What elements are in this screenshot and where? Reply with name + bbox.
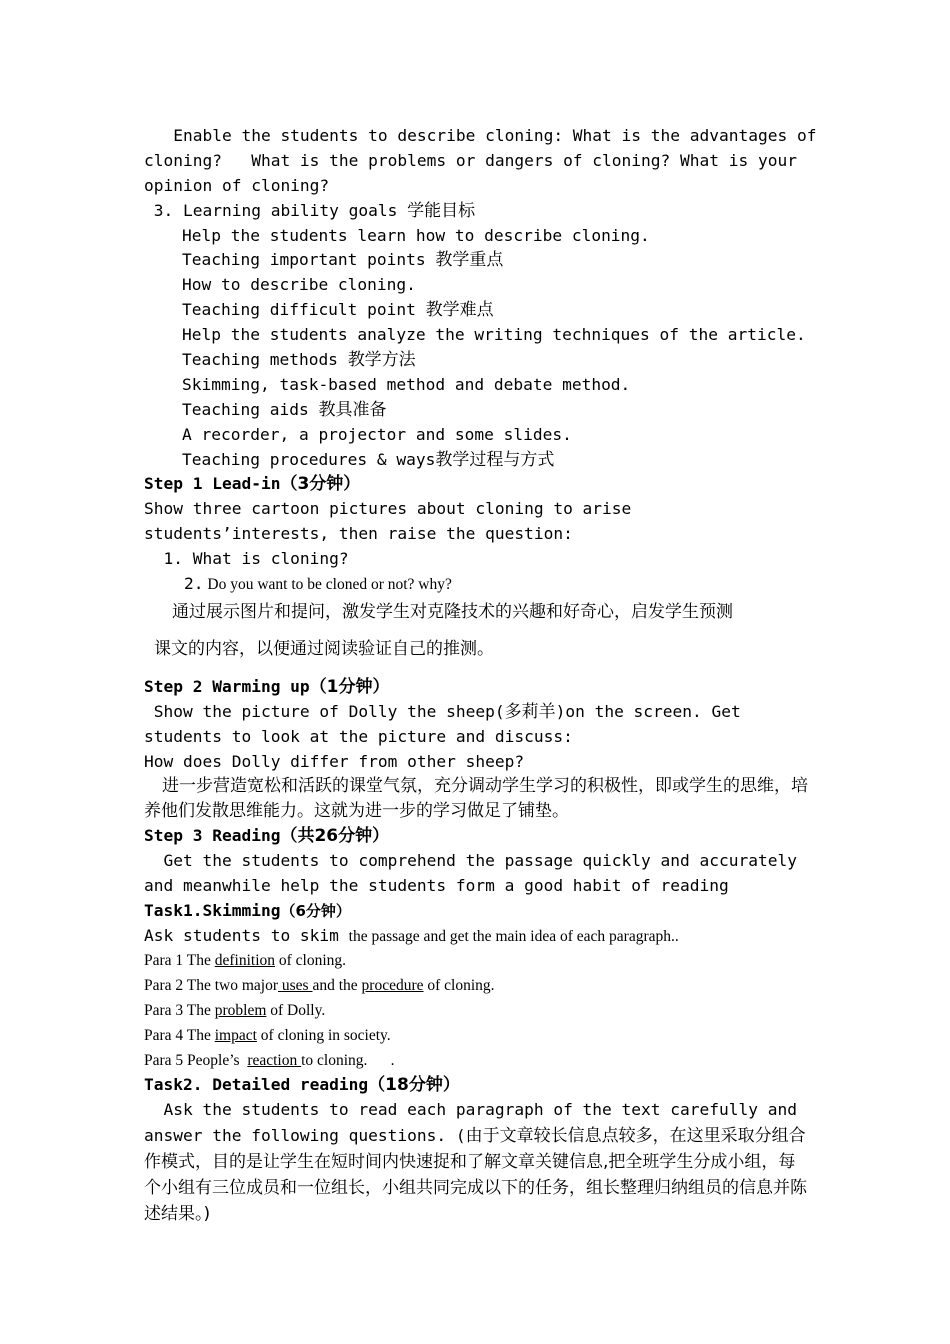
step3-line: Get the students to comprehend the passage quickly and accurately <box>144 851 797 871</box>
task1-title <box>144 899 810 924</box>
methods-heading-text: Teaching methods <box>182 350 348 370</box>
procedures-heading-cn: 教学过程与方式 <box>435 449 555 470</box>
step1-title-cn: （3分钟） <box>280 474 361 495</box>
task2-line2-cn: 由于文章较长信息点较多，在这里采取分组合作模式，目的是让学生在短时间内快速捉和了解文章关键信息,把全班学生分成小组，每个小组有三位成员和一位组长，小组共同完成以下的任务，组长整理归纳组员的信息并陈述结果。) <box>144 1126 807 1225</box>
step1-title-text: Step 1 Lead-in <box>144 474 281 494</box>
para-prefix: Para 1 The <box>144 951 215 969</box>
para-keyword: reaction <box>247 1051 302 1069</box>
step1-question-2 <box>144 572 810 597</box>
difficult-point-heading-cn: 教学难点 <box>425 300 494 321</box>
para-keyword: impact <box>214 1026 257 1044</box>
task1-title-text: Task1.Skimming <box>144 901 281 921</box>
para-prefix: Para 4 The <box>144 1026 215 1044</box>
important-points-heading-text: Teaching important points <box>182 250 436 270</box>
task2-title-cn: （18分钟） <box>368 1075 460 1096</box>
para-text: of cloning. <box>275 951 347 969</box>
aids-text: A recorder, a projector and some slides. <box>182 424 572 444</box>
step2-line1-end: )on the screen. Get <box>555 701 741 721</box>
step2-note: 进一步营造宽松和活跃的课堂气氛，充分调动学生学习的积极性，即或学生的思维，培养他们发散思维能力。这就为进一步的学习做足了铺垫。 <box>144 776 808 822</box>
important-points-heading <box>144 248 810 273</box>
para-text: of Dolly. <box>266 1001 326 1019</box>
task2-line2-start: answer the following questions. ( <box>144 1126 466 1146</box>
task1-para-1 <box>144 949 810 974</box>
step1-question-2-number: 2. <box>184 574 204 594</box>
task2-title <box>144 1073 810 1098</box>
step1-line: Show three cartoon pictures about cloning to arise <box>144 499 632 519</box>
step1-note-line2: 课文的内容，以便通过阅读验证自己的推测。 <box>154 638 494 659</box>
para-prefix: Para 5 People’s <box>144 1051 248 1069</box>
step2-title-cn: （1分钟） <box>309 676 390 697</box>
difficult-point-heading-text: Teaching difficult point <box>182 300 426 320</box>
objective-line: opinion of cloning? <box>144 175 330 195</box>
methods-text: Skimming, task-based method and debate method. <box>182 374 631 394</box>
step3-line: and meanwhile help the students form a good habit of reading <box>144 876 729 896</box>
para-text: and the <box>312 976 362 994</box>
procedures-heading-text: Teaching procedures & ways <box>182 449 436 469</box>
step2-line3: How does Dolly differ from other sheep? <box>144 751 525 771</box>
ability-goals-heading-cn: 学能目标 <box>407 200 476 221</box>
para-text: of cloning in society. <box>256 1026 391 1044</box>
task1-title-cn: （6分钟） <box>280 902 351 921</box>
objective-line: cloning? What is the problems or dangers of cloning? What is your <box>144 150 797 170</box>
para-text: to cloning. . <box>301 1051 395 1069</box>
important-points-heading-cn: 教学重点 <box>435 250 504 271</box>
aids-heading-text: Teaching aids <box>182 399 319 419</box>
step1-line: students’interests, then raise the question: <box>144 524 573 544</box>
task2-line1: Ask the students to read each paragraph of the text carefully and <box>144 1100 797 1120</box>
step2-line1-cn: 多莉羊 <box>504 701 556 722</box>
para-suffix: of cloning. <box>423 976 495 994</box>
step3-title-text: Step 3 Reading <box>144 826 281 846</box>
para-prefix: Para 3 The <box>144 1001 215 1019</box>
para-keyword-2: procedure <box>361 976 424 994</box>
task1-para-5 <box>144 1049 810 1074</box>
step1-question-2-text: Do you want to be cloned or not? why? <box>203 576 452 594</box>
step2-line1-start: Show the picture of Dolly the sheep( <box>144 701 505 721</box>
procedures-heading <box>144 448 810 473</box>
step1-title <box>144 472 810 497</box>
document-page <box>144 124 817 1227</box>
para-keyword: problem <box>214 1001 267 1019</box>
methods-heading-cn: 教学方法 <box>347 350 416 371</box>
ability-goals-heading <box>144 199 810 224</box>
task1-ask-end: the passage and get the main idea of each paragraph.. <box>348 928 679 946</box>
ability-goals-text: Help the students learn how to describe cloning. <box>182 225 650 245</box>
task1-para-3 <box>144 999 810 1024</box>
para-prefix: Para 2 The two major <box>144 976 279 994</box>
aids-heading <box>144 398 810 423</box>
ability-goals-heading-text: 3. Learning ability goals <box>144 200 408 220</box>
task1-ask-start: Ask students to skim <box>144 926 349 946</box>
difficult-point-heading <box>144 298 810 323</box>
task1-para-4 <box>144 1024 810 1049</box>
step1-note-line1: 通过展示图片和提问，激发学生对克隆技术的兴趣和好奇心，启发学生预测 <box>172 601 733 622</box>
objective-line: Enable the students to describe cloning: What is the advantages of <box>144 126 817 145</box>
important-points-text: How to describe cloning. <box>182 275 416 295</box>
difficult-point-text: Help the students analyze the writing techniques of the article. <box>182 325 806 345</box>
task2-paragraph <box>144 1123 810 1227</box>
task1-para-2 <box>144 974 810 999</box>
step2-title <box>144 675 810 700</box>
step2-line1 <box>144 700 810 725</box>
step1-question-1: 1. What is cloning? <box>144 549 349 569</box>
para-keyword: uses <box>278 976 313 994</box>
methods-heading <box>144 348 810 373</box>
step3-title-cn: （共26分钟） <box>280 826 390 847</box>
aids-heading-cn: 教具准备 <box>318 399 387 420</box>
step2-title-text: Step 2 Warming up <box>144 676 310 696</box>
para-keyword: definition <box>214 951 276 969</box>
task1-ask <box>144 924 810 949</box>
step2-line2: students to look at the picture and discuss: <box>144 726 573 746</box>
step3-title <box>144 824 810 849</box>
task2-title-text: Task2. Detailed reading <box>144 1075 369 1095</box>
